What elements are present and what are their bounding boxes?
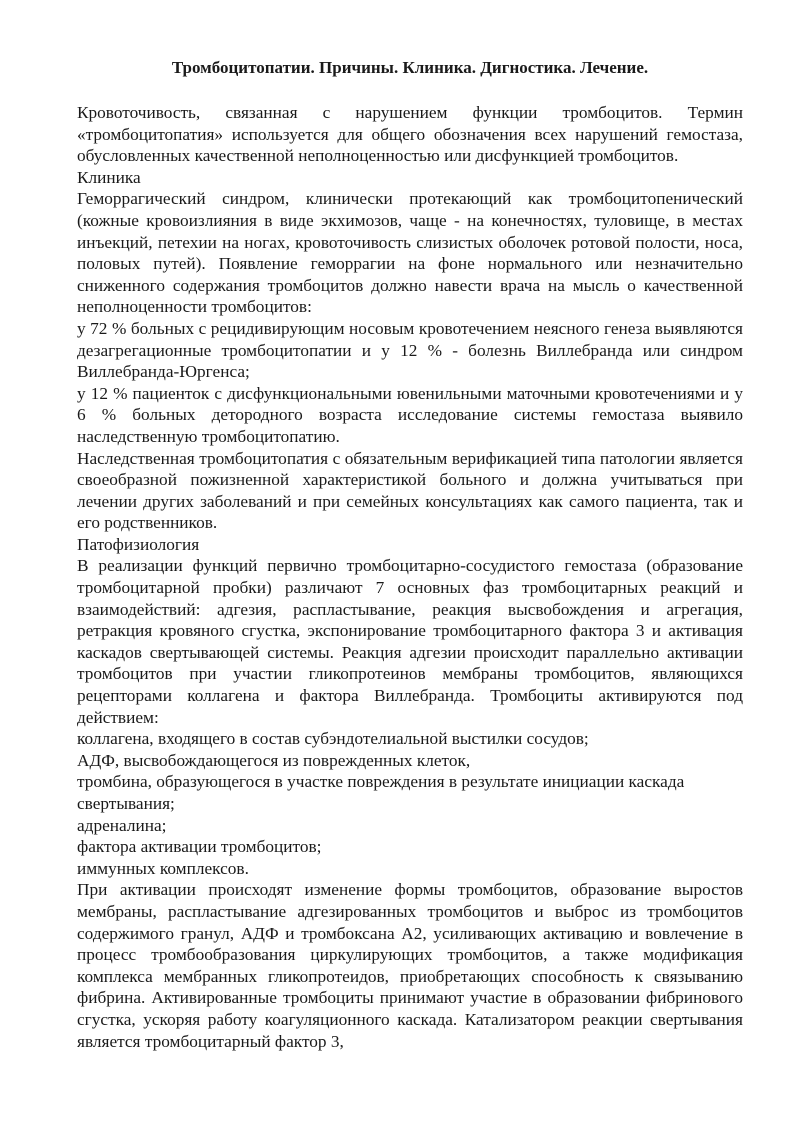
paragraph-clinic: Геморрагический синдром, клинически протекающий как тромбоцитопенический (кожные кровоизлияния в виде экхимозов, чаще - на конечностях, туловище, в местах инъекций, петехии на ногах, кровоточивость слизистых оболочек ротовой полости, носа, половых путей). Появление геморрагии на фоне нормального или незначительно сниженного содержания тромбоцитов должно навести врача на мысль о качественной неполноценности тромбоцитов: [77,189,743,317]
paragraph-pathophysiology: В реализации функций первично тромбоцитарно-сосудистого гемостаза (образование тромбоцитарной пробки) различают 7 основных фаз тромбоцитарных реакций и взаимодействий: адгезия, распластывание, реакция высвобождения и агрегация, ретракция кровяного сгустка, экспонирование тромбоцитарного фактора 3 и активация каскадов свертывающей системы. Реакция адгезии происходит параллельно активации тромбоцитов при участии гликопротеинов мембраны тромбоцитов, являющихся рецепторами коллагена и фактора Виллебранда. Тромбоциты активируются под действием: [77,556,743,727]
document-body [77,102,743,1052]
paragraph-stat-nosebleed: у 72 % больных с рецидивирующим носовым кровотечением неясного генеза выявляются дезагрегационные тромбоцитопатии и у 12 % - болезнь Виллебранда или синдром Виллебранда-Юргенса; [77,318,743,382]
paragraph-hereditary: Наследственная тромбоцитопатия с обязательным верификацией типа патологии является своеобразной пожизненной характеристикой больного и должна учитываться при лечении других заболеваний и при семейных консультациях как самого пациента, так и его родственников. [77,448,743,533]
paragraph-definition: Кровоточивость, связанная с нарушением функции тромбоцитов. Термин «тромбоцитопатия» используется для общего обозначения всех нарушений гемостаза, обусловленных качественной неполноценностью или дисфункцией тромбоцитов. [77,103,743,166]
paragraph-activation: При активации происходят изменение формы тромбоцитов, образование выростов мембраны, распластывание адгезированных тромбоцитов и выброс из тромбоцитов содержимого гранул, АДФ и тромбоксана А2, усиливающих активацию и вовлечение в процесс тромбообразования циркулирующих тромбоцитов, а также модификация комплекса мембранных гликопротеидов, приобретающих способность к связыванию фибрина. Активированные тромбоциты принимают участие в образовании фибринового сгустка, ускоряя работу коагуляционного каскада. Катализатором реакции свертывания является тромбоцитарный фактор 3, [77,880,743,1051]
list-item-adp: АДФ, высвобождающегося из поврежденных клеток, [77,750,471,770]
list-item-collagen: коллагена, входящего в состав субэндотелиальной выстилки сосудов; [77,729,589,749]
list-item-immune-complexes: иммунных комплексов. [77,858,249,878]
list-item-thrombin: тромбина, образующегося в участке повреждения в результате инициации каскада свертывания; [77,772,685,813]
list-item-paf: фактора активации тромбоцитов; [77,837,322,857]
section-heading-pathophysiology: Патофизиология [77,534,200,554]
list-item-adrenaline: адреналина; [77,815,167,835]
document-title: Тромбоцитопатии. Причины. Клиника. Дигностика. Лечение. [171,58,649,77]
paragraph-stat-uterine: у 12 % пациенток с дисфункциональными ювенильными маточными кровотечениями и у 6 % больных детородного возраста исследование системы гемостаза выявило наследственную тромбоцитопатию. [77,383,743,446]
section-heading-clinic: Клиника [77,167,141,187]
document-page [77,56,743,1052]
